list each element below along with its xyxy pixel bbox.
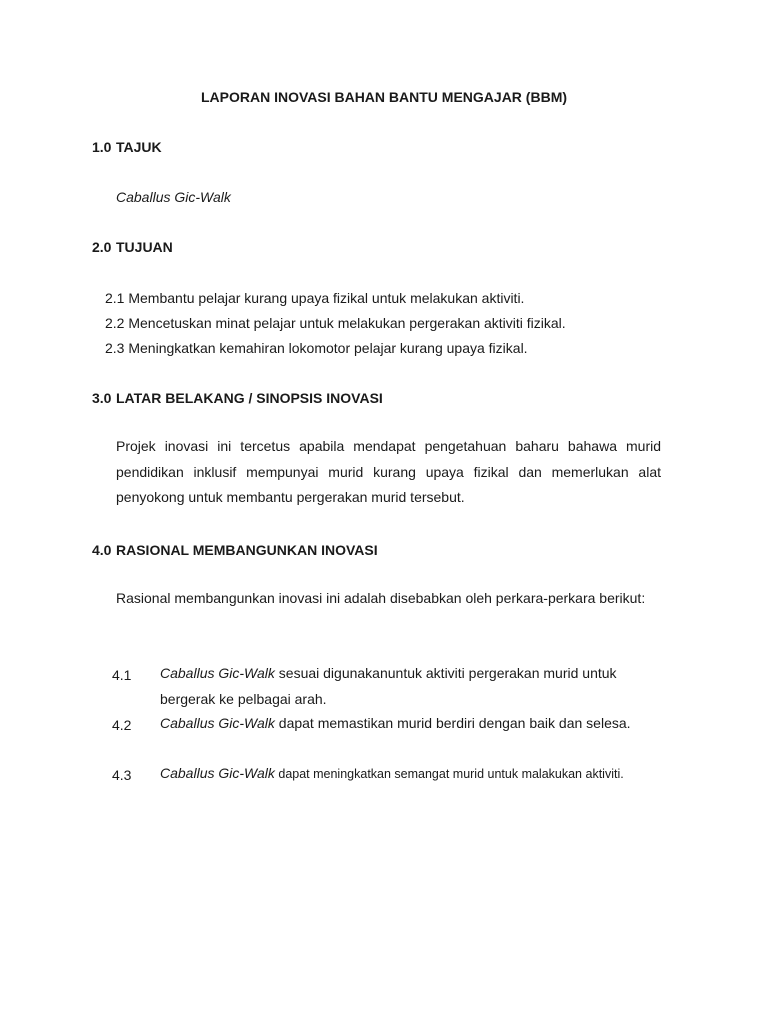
rasional-item-name: Caballus Gic-Walk (160, 715, 275, 731)
rasional-item-text: dapat meningkatkan semangat murid untuk malakukan aktiviti. (274, 767, 624, 781)
rasional-item (160, 661, 670, 712)
rasional-item-number: 4.1 (112, 667, 132, 683)
rasional-item (160, 761, 660, 788)
rasional-item-name: Caballus Gic-Walk (160, 765, 275, 781)
tujuan-item: 2.2 Mencetuskan minat pelajar untuk melakukan pergerakan aktiviti fizikal. (105, 315, 566, 331)
section-heading-rasional (92, 543, 378, 557)
rasional-item-number: 4.3 (112, 767, 132, 783)
section-title: RASIONAL MEMBANGUNKAN INOVASI (116, 542, 378, 558)
section-title: TAJUK (116, 139, 162, 155)
rasional-item-text: dapat memastikan murid berdiri dengan baik dan selesa. (274, 715, 631, 731)
tajuk-text: Caballus Gic-Walk (116, 189, 231, 205)
section-number: 4.0 (92, 542, 112, 558)
rasional-intro-paragraph: Rasional membangunkan inovasi ini adalah disebabkan oleh perkara-perkara berikut: (116, 590, 646, 606)
section-number: 2.0 (92, 239, 112, 255)
section-heading-tujuan (92, 240, 173, 254)
rasional-item-name: Caballus Gic-Walk (160, 665, 275, 681)
rasional-item-text: sesuai digunakanuntuk aktiviti pergerakan murid untuk bergerak ke pelbagai arah. (160, 665, 617, 707)
latar-belakang-paragraph: Projek inovasi ini tercetus apabila mendapat pengetahuan baharu bahawa murid pendidikan inklusif mempunyai murid kurang upaya fizikal dan memerlukan alat penyokong untuk membantu pergerakan murid tersebut. (116, 438, 661, 505)
section-number: 3.0 (92, 390, 112, 406)
tujuan-item: 2.1 Membantu pelajar kurang upaya fizikal untuk melakukan aktiviti. (105, 290, 525, 306)
section-title: TUJUAN (116, 239, 173, 255)
section-number: 1.0 (92, 139, 112, 155)
section-title: LATAR BELAKANG / SINOPSIS INOVASI (116, 390, 383, 406)
rasional-item-number: 4.2 (112, 717, 132, 733)
tujuan-item: 2.3 Meningkatkan kemahiran lokomotor pelajar kurang upaya fizikal. (105, 340, 528, 356)
section-heading-tajuk (92, 140, 162, 154)
section-heading-latar-belakang (92, 391, 383, 405)
rasional-item (160, 711, 670, 737)
document-title: LAPORAN INOVASI BAHAN BANTU MENGAJAR (BBM) (200, 89, 568, 105)
